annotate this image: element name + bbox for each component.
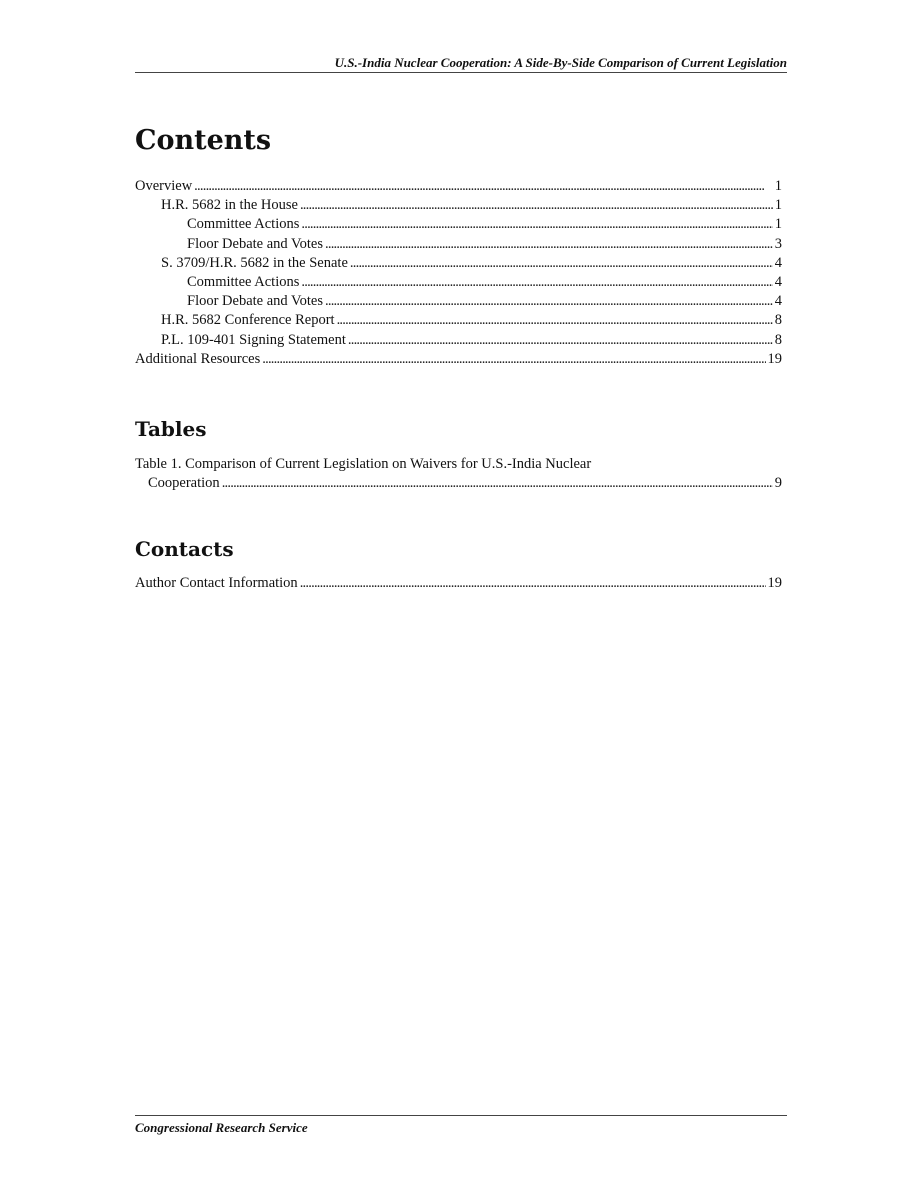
toc-entry-label: H.R. 5682 Conference Report bbox=[161, 312, 335, 329]
toc-entry-label: S. 3709/H.R. 5682 in the Senate bbox=[161, 254, 348, 271]
toc-page-number: 1 bbox=[774, 178, 782, 194]
contacts-list bbox=[135, 574, 782, 593]
toc-entry-house-floor-debate[interactable] bbox=[135, 235, 782, 254]
toc-entry-label: Floor Debate and Votes bbox=[187, 235, 323, 252]
toc-page-number: 9 bbox=[774, 475, 782, 492]
toc-page-number: 4 bbox=[774, 293, 782, 310]
toc-page-number: 8 bbox=[774, 331, 782, 348]
tables-list bbox=[135, 455, 782, 493]
contacts-heading: Contacts bbox=[135, 537, 234, 561]
toc-entry-house-committee-actions[interactable] bbox=[135, 215, 782, 234]
dot-leader bbox=[350, 254, 773, 273]
contents-list bbox=[135, 177, 782, 369]
dot-leader bbox=[348, 331, 773, 350]
toc-entry-label: Author Contact Information bbox=[135, 575, 298, 591]
contents-heading: Contents bbox=[135, 125, 272, 156]
tables-heading: Tables bbox=[135, 417, 207, 441]
dot-leader bbox=[262, 350, 765, 369]
dot-leader bbox=[301, 215, 772, 234]
toc-entry-senate-committee-actions[interactable] bbox=[135, 273, 782, 292]
toc-entry-label: Additional Resources bbox=[135, 350, 261, 367]
toc-entry-label: Committee Actions bbox=[187, 216, 300, 233]
toc-entry-label: Overview bbox=[135, 178, 193, 194]
toc-entry-label: Committee Actions bbox=[187, 273, 300, 290]
running-footer: Congressional Research Service bbox=[135, 1120, 308, 1135]
toc-entry-label: H.R. 5682 in the House bbox=[161, 197, 298, 214]
toc-entry-label-line1: Table 1. Comparison of Current Legislation on Waivers for U.S.-India Nuclear bbox=[135, 456, 592, 472]
toc-page-number: 3 bbox=[774, 235, 782, 252]
toc-page-number: 19 bbox=[767, 575, 782, 591]
toc-page-number: 19 bbox=[767, 350, 782, 367]
toc-entry-s3709-senate[interactable] bbox=[135, 254, 782, 273]
toc-page-number: 1 bbox=[774, 216, 782, 233]
toc-entry-label: Floor Debate and Votes bbox=[187, 293, 323, 310]
dot-leader bbox=[194, 177, 773, 196]
dot-leader bbox=[325, 292, 773, 311]
toc-entry-signing-statement[interactable] bbox=[135, 331, 782, 350]
toc-entry-label: P.L. 109-401 Signing Statement bbox=[161, 331, 346, 348]
dot-leader bbox=[301, 273, 772, 292]
toc-entry-hr5682-house[interactable] bbox=[135, 196, 782, 215]
toc-page-number: 4 bbox=[774, 254, 782, 271]
toc-page-number: 8 bbox=[774, 312, 782, 329]
running-header: U.S.-India Nuclear Cooperation: A Side-By-Side Comparison of Current Legislation bbox=[334, 55, 787, 70]
dot-leader bbox=[325, 235, 773, 254]
footer-divider bbox=[135, 1115, 787, 1116]
toc-page-number: 1 bbox=[774, 197, 782, 214]
toc-entry-author-contact[interactable] bbox=[135, 574, 782, 593]
toc-page-number: 4 bbox=[774, 273, 782, 290]
dot-leader bbox=[222, 474, 773, 493]
toc-entry-senate-floor-debate[interactable] bbox=[135, 292, 782, 311]
header-divider bbox=[135, 72, 787, 73]
toc-entry-table-1[interactable] bbox=[135, 455, 782, 493]
toc-entry-overview[interactable] bbox=[135, 177, 782, 196]
toc-entry-label-line2: Cooperation bbox=[148, 475, 220, 492]
toc-entry-conference-report[interactable] bbox=[135, 311, 782, 330]
toc-entry-additional-resources[interactable] bbox=[135, 350, 782, 369]
dot-leader bbox=[300, 196, 773, 215]
dot-leader bbox=[337, 311, 773, 330]
dot-leader bbox=[300, 574, 766, 593]
